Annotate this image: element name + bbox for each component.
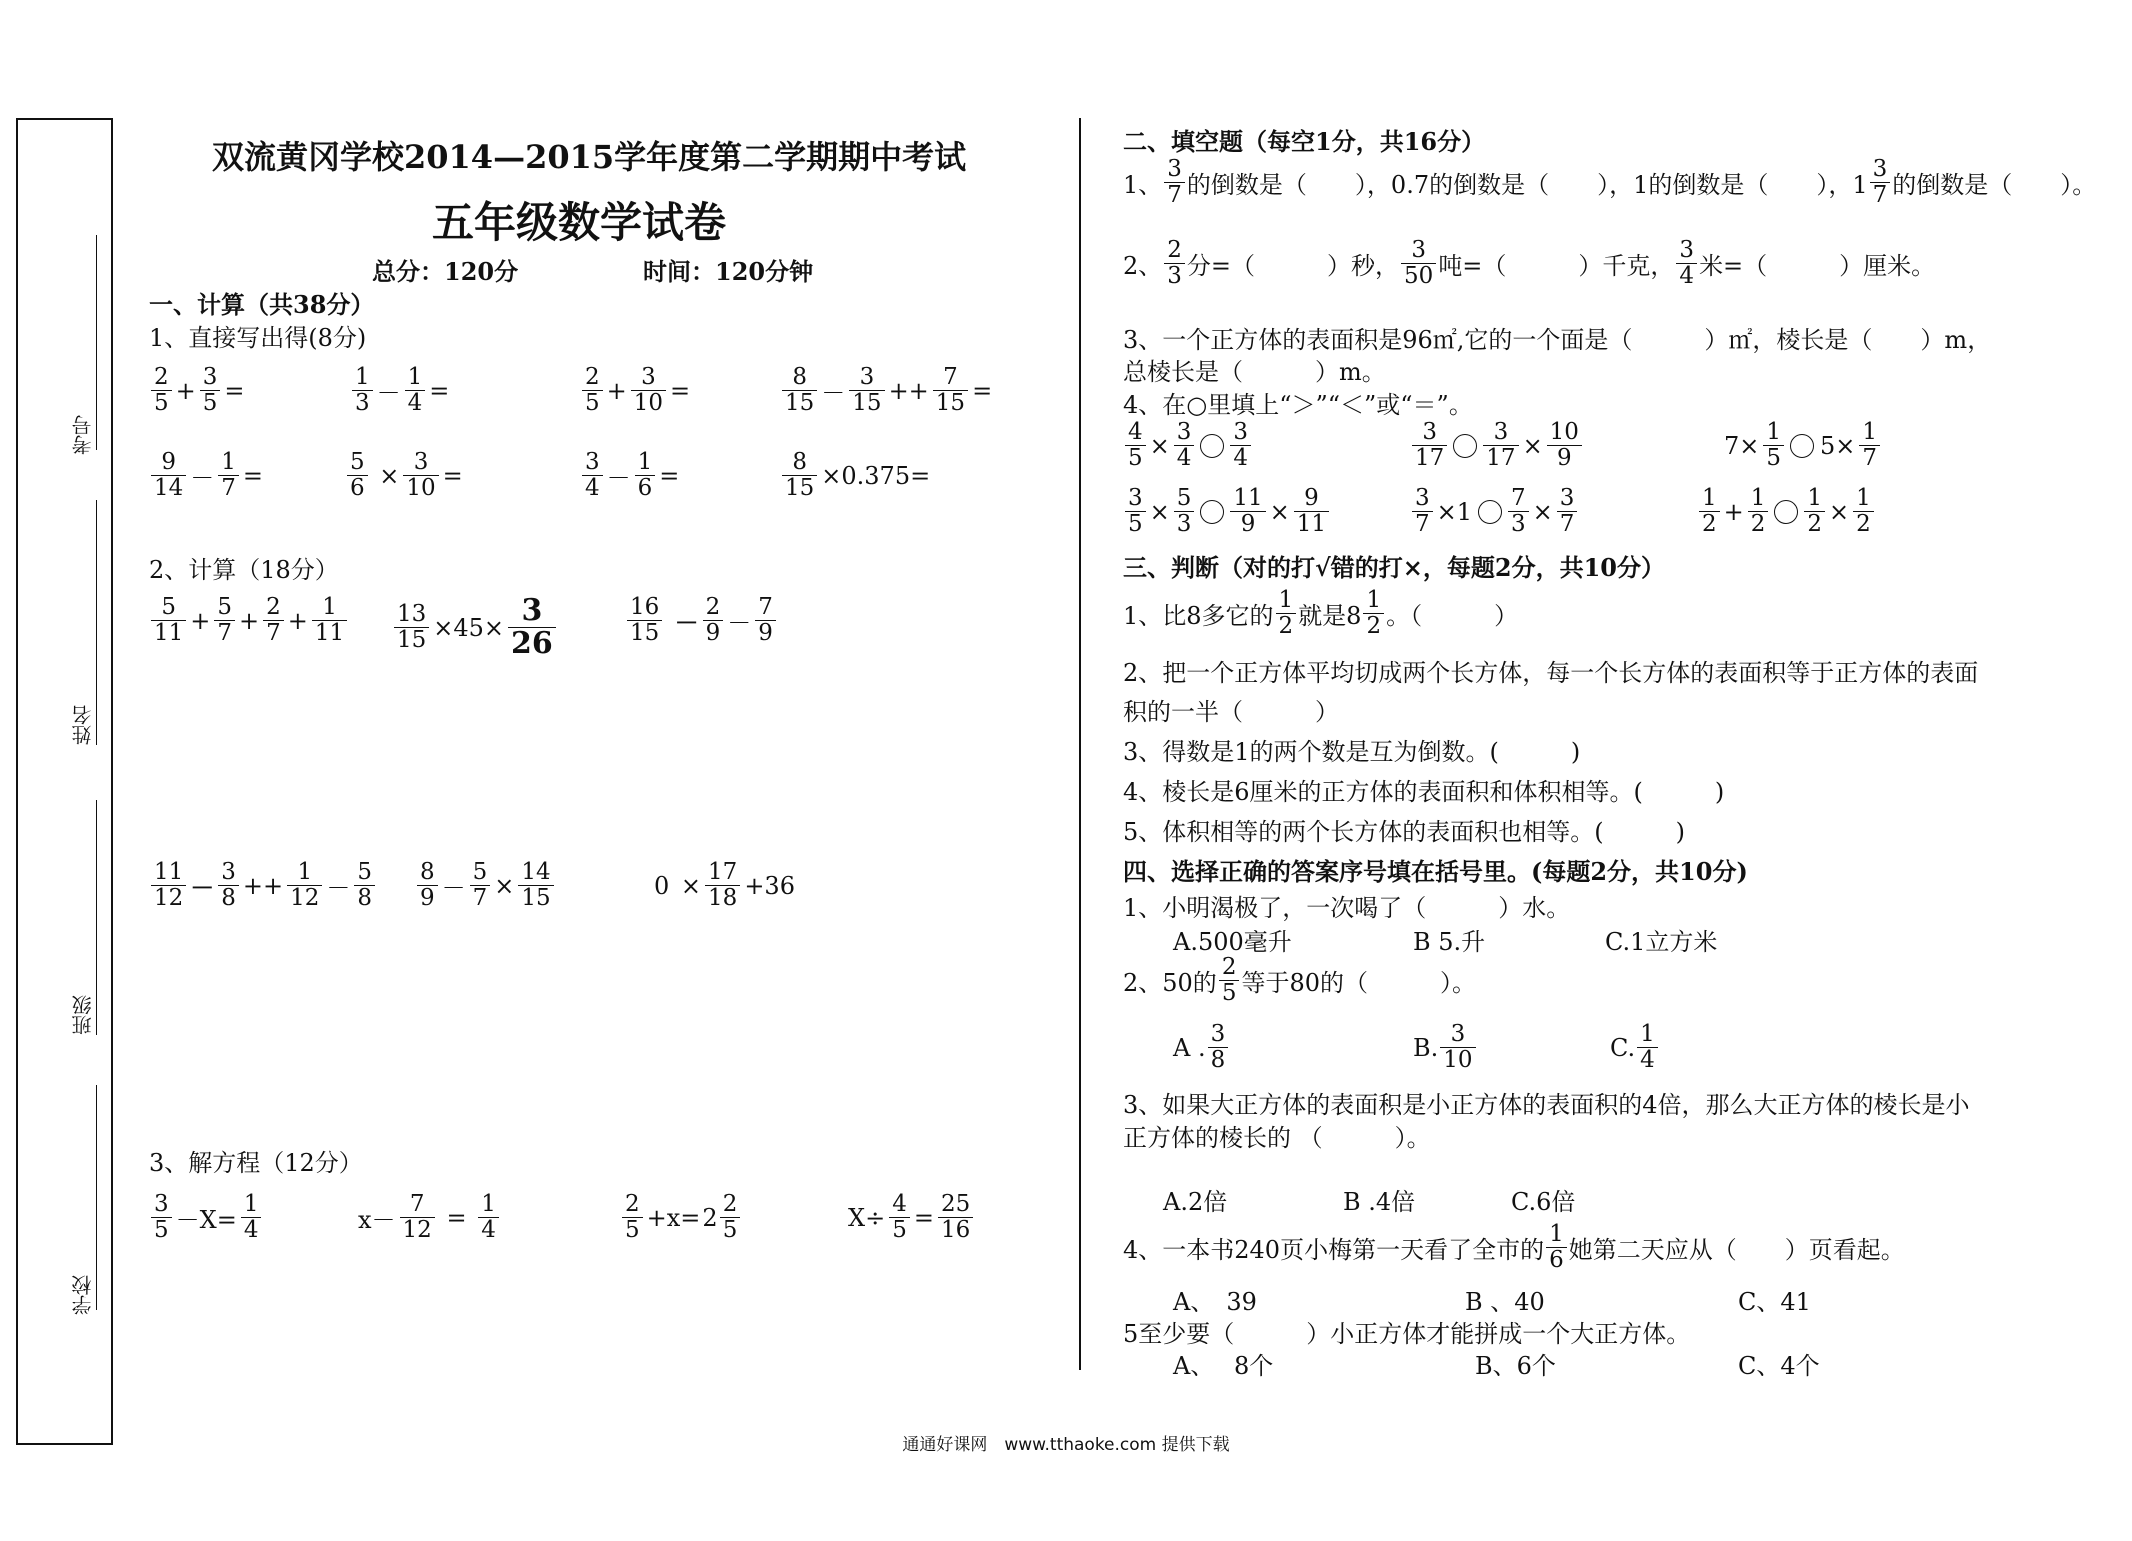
exam-no-line xyxy=(96,235,97,450)
choice-q1-b: B 5.升 xyxy=(1413,928,1486,956)
judge-q2-line2: 积的一半（ ） xyxy=(1123,698,1339,726)
compare-6: $\frac{1}{2}$ + $\frac{1}{2}$ $\frac{1}{2}$ × $\frac{1}{2}$ xyxy=(1697,486,1876,537)
choice-q3-a: A.2倍 xyxy=(1163,1188,1228,1216)
column-divider xyxy=(1079,118,1081,1370)
choice-q5-c: C、4个 xyxy=(1738,1352,1820,1380)
calc-1-5: $\frac{9}{14}$ － $\frac{1}{7}$ = xyxy=(149,450,265,501)
equation-1: $\frac{3}{5}$ －X= $\frac{1}{4}$ xyxy=(149,1192,263,1243)
fill-q3-line2: 总棱长是（ ）m。 xyxy=(1123,358,1386,386)
fill-q2: 2、 $\frac{2}{3}$ 分=（ ）秒， $\frac{3}{50}$ 吨=（ ）千克， $\frac{3}{4}$ 米=（ ）厘米。 xyxy=(1123,237,1936,289)
school-label: 学校 xyxy=(71,1275,95,1315)
choice-q1-c: C.1立方米 xyxy=(1605,928,1718,956)
choice-q3-line2: 正方体的棱长的 （ ）。 xyxy=(1123,1124,1431,1152)
equation-4: X÷ $\frac{4}{5}$ = $\frac{25}{16}$ xyxy=(846,1192,975,1243)
judge-q1: 1、比8多它的 $\frac{1}{2}$ 就是8 $\frac{1}{2}$ 。（ ） xyxy=(1123,587,1519,639)
calc-1-8: $\frac{8}{15}$ ×0.375= xyxy=(780,450,932,501)
equation-2: x－ $\frac{7}{12}$ = $\frac{1}{4}$ xyxy=(356,1192,501,1243)
footer-credit: 通通好课网 www.tthaoke.com 提供下载 xyxy=(902,1435,1230,1455)
compare-3: 7× $\frac{1}{5}$ 5× $\frac{1}{7}$ xyxy=(1722,420,1882,471)
school-line xyxy=(96,1085,97,1310)
part1-sub3: 3、解方程（12分） xyxy=(149,1149,363,1177)
choice-q2-a: A . $\frac{3}{8}$ xyxy=(1173,1022,1230,1073)
calc-2-1: $\frac{5}{11}$ + $\frac{5}{7}$ + $\frac{2}{7}$ + $\frac{1}{11}$ xyxy=(149,595,349,646)
total-score: 总分：120分 xyxy=(372,257,519,286)
judge-q2-line1: 2、把一个正方体平均切成两个长方体，每一个长方体的表面积等于正方体的表面 xyxy=(1123,659,1979,687)
choice-q1-a: A.500毫升 xyxy=(1173,928,1292,956)
judge-q3: 3、得数是1的两个数是互为倒数。( ) xyxy=(1123,738,1581,766)
part3-heading: 三、判断（对的打√错的打×，每题2分，共10分） xyxy=(1123,553,1665,582)
part1-sub1: 1、直接写出得(8分) xyxy=(149,324,367,352)
choice-q2-b: B. $\frac{3}{10}$ xyxy=(1413,1022,1478,1073)
choice-q3-line1: 3、如果大正方体的表面积是小正方体的表面积的4倍，那么大正方体的棱长是小 xyxy=(1123,1091,1970,1119)
calc-1-1: $\frac{2}{5}$ + $\frac{3}{5}$ = xyxy=(149,365,247,416)
choice-q4-c: C、41 xyxy=(1738,1288,1811,1316)
school-line: 双流黄冈学校2014—2015学年度第二学期期中考试 xyxy=(212,138,967,176)
exam-no-label: 考号 xyxy=(71,415,95,455)
blank-circle[interactable] xyxy=(1453,434,1477,458)
choice-q2: 2、50的 $\frac{2}{5}$ 等于80的（ ）。 xyxy=(1123,954,1476,1006)
calc-2-3: $\frac{16}{15}$ － $\frac{2}{9}$ － $\frac{7}{9}$ xyxy=(625,595,778,646)
choice-q5-a: A、 8个 xyxy=(1173,1352,1274,1380)
compare-2: $\frac{3}{17}$ $\frac{3}{17}$ × $\frac{10}{9}$ xyxy=(1410,420,1584,471)
part1-sub2: 2、计算（18分） xyxy=(149,556,339,584)
compare-5: $\frac{3}{7}$ ×1 $\frac{7}{3}$ × $\frac{3}{7}$ xyxy=(1410,486,1579,537)
binding-strip xyxy=(16,118,113,1445)
choice-q5-b: B、6个 xyxy=(1475,1352,1556,1380)
fill-q1: 1、 $\frac{3}{7}$ 的倒数是（ ），0.7的倒数是（ ），1的倒数是（ ），1 $\frac{3}{7}$ 的倒数是（ ）。 xyxy=(1123,156,2097,208)
equation-3: $\frac{2}{5}$ +x= 2 $\frac{2}{5}$ xyxy=(620,1192,742,1243)
page-title: 五年级数学试卷 xyxy=(432,198,727,247)
calc-2-6: 0 × $\frac{17}{18}$ +36 xyxy=(654,859,795,911)
calc-2-5: $\frac{8}{9}$ － $\frac{5}{7}$ × $\frac{14}{15}$ xyxy=(415,860,556,911)
choice-q3-c: C.6倍 xyxy=(1511,1188,1576,1216)
part2-heading: 二、填空题（每空1分，共16分） xyxy=(1123,127,1486,156)
fill-q4: 4、在○里填上“＞”“＜”或“＝”。 xyxy=(1123,391,1473,419)
blank-circle[interactable] xyxy=(1478,500,1502,524)
calc-1-4: $\frac{8}{15}$ － $\frac{3}{15}$ ++ $\frac{7}{15}$ = xyxy=(780,365,994,416)
part4-heading: 四、选择正确的答案序号填在括号里。(每题2分，共10分) xyxy=(1123,857,1748,886)
compare-1: $\frac{4}{5}$ × $\frac{3}{4}$ $\frac{3}{4}$ xyxy=(1123,420,1253,471)
name-line xyxy=(96,500,97,745)
class-label: 班级 xyxy=(71,995,95,1035)
fill-q3-line1: 3、一个正方体的表面积是96㎡,它的一个面是（ ）㎡，棱长是（ ）m， xyxy=(1123,326,1992,354)
calc-1-2: $\frac{1}{3}$ － $\frac{1}{4}$ = xyxy=(350,365,451,416)
judge-q5: 5、体积相等的两个长方体的表面积也相等。( ) xyxy=(1123,818,1685,846)
blank-circle[interactable] xyxy=(1200,434,1224,458)
calc-2-2: $\frac{13}{15}$ ×45× $\frac{3}{26}$ xyxy=(392,595,558,660)
calc-1-7: $\frac{3}{4}$ － $\frac{1}{6}$ = xyxy=(580,450,681,501)
choice-q2-c: C. $\frac{1}{4}$ xyxy=(1610,1022,1660,1073)
calc-2-4: $\frac{11}{12}$ － $\frac{3}{8}$ ++ $\frac{1}{12}$ － $\frac{5}{8}$ xyxy=(149,860,377,911)
choice-q4: 4、一本书240页小梅第一天看了全市的 $\frac{1}{6}$ 她第二天应从（ ）页看起。 xyxy=(1123,1221,1905,1273)
name-label: 姓名 xyxy=(71,705,95,745)
judge-q4: 4、棱长是6厘米的正方体的表面积和体积相等。( ) xyxy=(1123,778,1725,806)
part1-heading: 一、计算（共38分） xyxy=(149,290,375,319)
choice-q3-b: B .4倍 xyxy=(1343,1188,1416,1216)
choice-q4-b: B 、40 xyxy=(1465,1288,1545,1316)
choice-q4-a: A、 39 xyxy=(1173,1288,1257,1316)
class-line xyxy=(96,800,97,1035)
calc-1-3: $\frac{2}{5}$ + $\frac{3}{10}$ = xyxy=(580,365,692,416)
compare-4: $\frac{3}{5}$ × $\frac{5}{3}$ $\frac{11}{9}$ × $\frac{9}{11}$ xyxy=(1123,486,1331,537)
choice-q1: 1、小明渴极了，一次喝了（ ）水。 xyxy=(1123,894,1571,922)
blank-circle[interactable] xyxy=(1790,434,1814,458)
blank-circle[interactable] xyxy=(1200,500,1224,524)
choice-q5: 5至少要（ ）小正方体才能拼成一个大正方体。 xyxy=(1123,1320,1691,1348)
calc-1-6: $\frac{5}{6}$ × $\frac{3}{10}$ = xyxy=(345,450,465,501)
exam-time: 时间：120分钟 xyxy=(643,257,814,286)
blank-circle[interactable] xyxy=(1774,500,1798,524)
